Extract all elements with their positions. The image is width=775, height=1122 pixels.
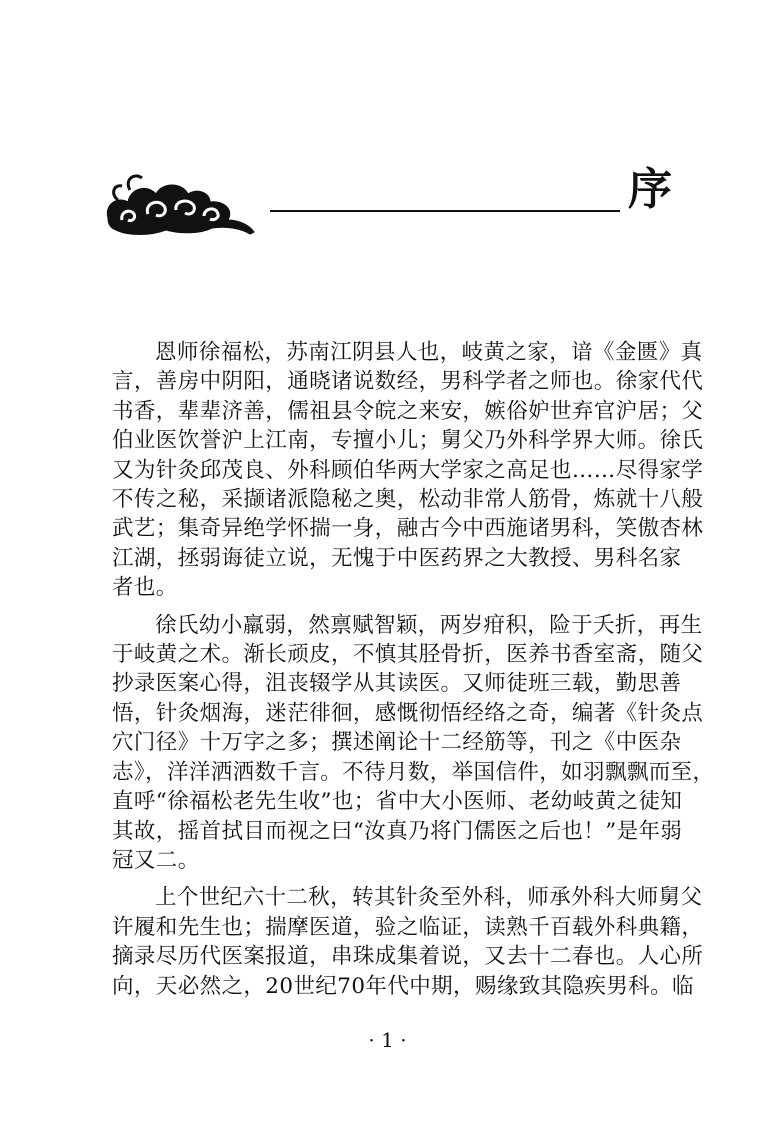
page-title: 序 — [628, 164, 672, 215]
paragraph — [112, 611, 715, 876]
text-line: 摘录尽历代医案报道，串珠成集着说，又去十二春也。人心所 — [112, 944, 704, 970]
text-line: 其故，摇首拭目而视之曰“汝真乃将门儒医之后也！”是年弱 — [112, 818, 683, 844]
text-line: 直呼“徐福松老先生收”也；省中大小医师、老幼岐黄之徒知 — [112, 789, 683, 815]
text-line: 悟，针灸烟海，迷茫徘徊，感慨彻悟经络之奇，编著《针灸点 — [112, 700, 704, 726]
text-line: 恩师徐福松，苏南江阴县人也，岐黄之家，谙《金匮》真 — [155, 340, 703, 365]
text-line: 江湖，拯弱诲徒立说，无愧于中医药界之大教授、男科名家 — [112, 545, 682, 571]
text-line: 武艺；集奇异绝学怀揣一身，融古今中西施诸男科，笑傲杏林 — [112, 516, 704, 542]
paragraph — [112, 883, 704, 1001]
paragraph — [112, 338, 704, 603]
page-number: · 1 · — [368, 1028, 407, 1052]
text-line: 不传之秘，采撷诸派隐秘之奥，松动非常人筋骨，炼就十八般 — [112, 487, 704, 513]
text-line: 冠又二。 — [112, 847, 200, 873]
text-line: 许履和先生也；揣摩医道，验之临证，读熟千百载外科典籍， — [112, 914, 704, 940]
text-line: 徐氏幼小羸弱，然禀赋智颖，两岁疳积，险于夭折，再生 — [155, 612, 703, 638]
text-line: 伯业医饮誉沪上江南，专擅小儿；舅父乃外科学界大师。徐氏 — [112, 428, 704, 454]
text-line: 言，善房中阴阳，通晓诸说数经，男科学者之师也。徐家代代 — [112, 369, 704, 395]
text-line: 书香，辈辈济善，儒祖县令皖之来安，嫉俗妒世弃官沪居；父 — [112, 398, 704, 424]
text-line: 志》，洋洋洒洒数千言。不待月数，举国信件，如羽飘飘而至， — [112, 759, 715, 785]
section-header — [0, 0, 775, 260]
text-line: 向，天必然之，20世纪70年代中期，赐缘致其隐疾男科。临 — [112, 973, 694, 999]
text-line: 抄录医案心得，沮丧辍学从其读医。又师徒班三载，勤思善 — [112, 671, 682, 697]
text-line: 于岐黄之术。渐长顽皮，不慎其胫骨折，医养书香室斋，随父 — [112, 642, 704, 668]
text-line: 上个世纪六十二秋，转其针灸至外科，师承外科大师舅父 — [155, 885, 703, 911]
preface-body — [112, 338, 715, 1001]
text-line: 穴门径》十万字之多；撰述阐论十二经筋等，刊之《中医杂 — [112, 730, 682, 756]
title-rule — [270, 210, 620, 212]
auspicious-cloud-icon — [100, 160, 260, 240]
text-line: 者也。 — [112, 575, 178, 601]
text-line: 又为针灸邱茂良、外科顾伯华两大学家之高足也……尽得家学 — [112, 457, 704, 483]
